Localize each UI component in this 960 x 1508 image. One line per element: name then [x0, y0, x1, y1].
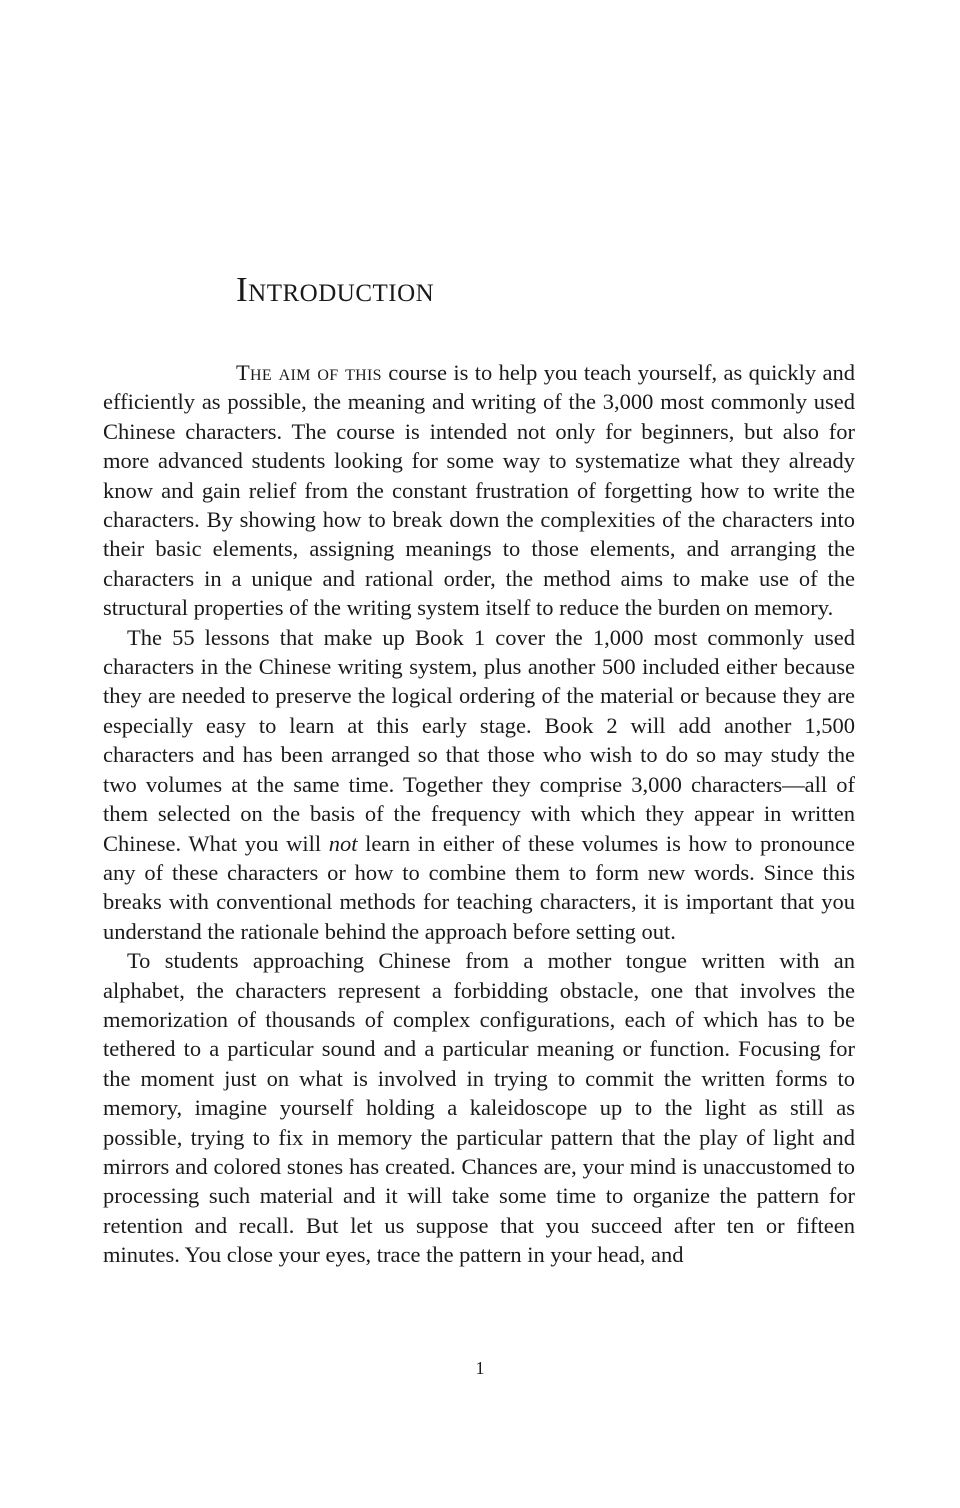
lead-in-small-caps: The aim of this [236, 360, 382, 385]
paragraph-2 [103, 623, 855, 946]
page-number: 1 [475, 1358, 485, 1378]
chapter-title: Introduction [236, 270, 435, 309]
paragraph-2-text-before: The 55 lessons that make up Book 1 cover the 1,000 most commonly used characters in the Chinese writing system, plus another 500 included either because they are needed to preserve the logical ordering of the material or because they are especially easy to learn at this early stage. Book 2 will add another 1,500 characters and has been arranged so that those who wish to do so may study the two volumes at the same time. Together they comprise 3,000 characters—all of them selected on the basis of the frequency with which they appear in written Chinese. What you will [103, 624, 855, 856]
paragraph-1 [103, 358, 855, 623]
body-text [103, 358, 855, 1270]
paragraph-2-text-after: learn in either of these volumes is how to pronounce any of these characters or how to combine them to form new words. Since this breaks with conventional methods for teaching characters, it is important that you understand the rationale behind the approach before setting out. [103, 830, 855, 944]
paragraph-2-emphasis: not [328, 830, 358, 856]
paragraph-1-text: course is to help you teach yourself, as quickly and efficiently as possible, the meaning and writing of the 3,000 most commonly used Chinese characters. The course is intended not only for beginners, but also for more advanced students looking for some way to systematize what they already know and gain relief from the constant frustration of forgetting how to write the characters. By showing how to break down the complexities of the characters into their basic elements, assigning meanings to those elements, and arranging the characters in a unique and rational order, the method aims to make use of the structural properties of the writing system itself to reduce the burden on memory. [103, 360, 855, 621]
paragraph-3: To students approaching Chinese from a mother tongue written with an alphabet, the characters represent a forbidding obstacle, one that involves the memorization of thousands of complex configurations, each of which has to be tethered to a particular sound and a particular meaning or function. Focusing for the moment just on what is involved in trying to commit the written forms to memory, imagine yourself holding a kaleidoscope up to the light as still as possible, trying to fix in memory the particular pattern that the play of light and mirrors and colored stones has created. Chances are, your mind is unaccustomed to processing such material and it will take some time to organize the pattern for retention and recall. But let us suppose that you succeed after ten or fifteen minutes. You close your eyes, trace the pattern in your head, and [103, 948, 855, 1268]
